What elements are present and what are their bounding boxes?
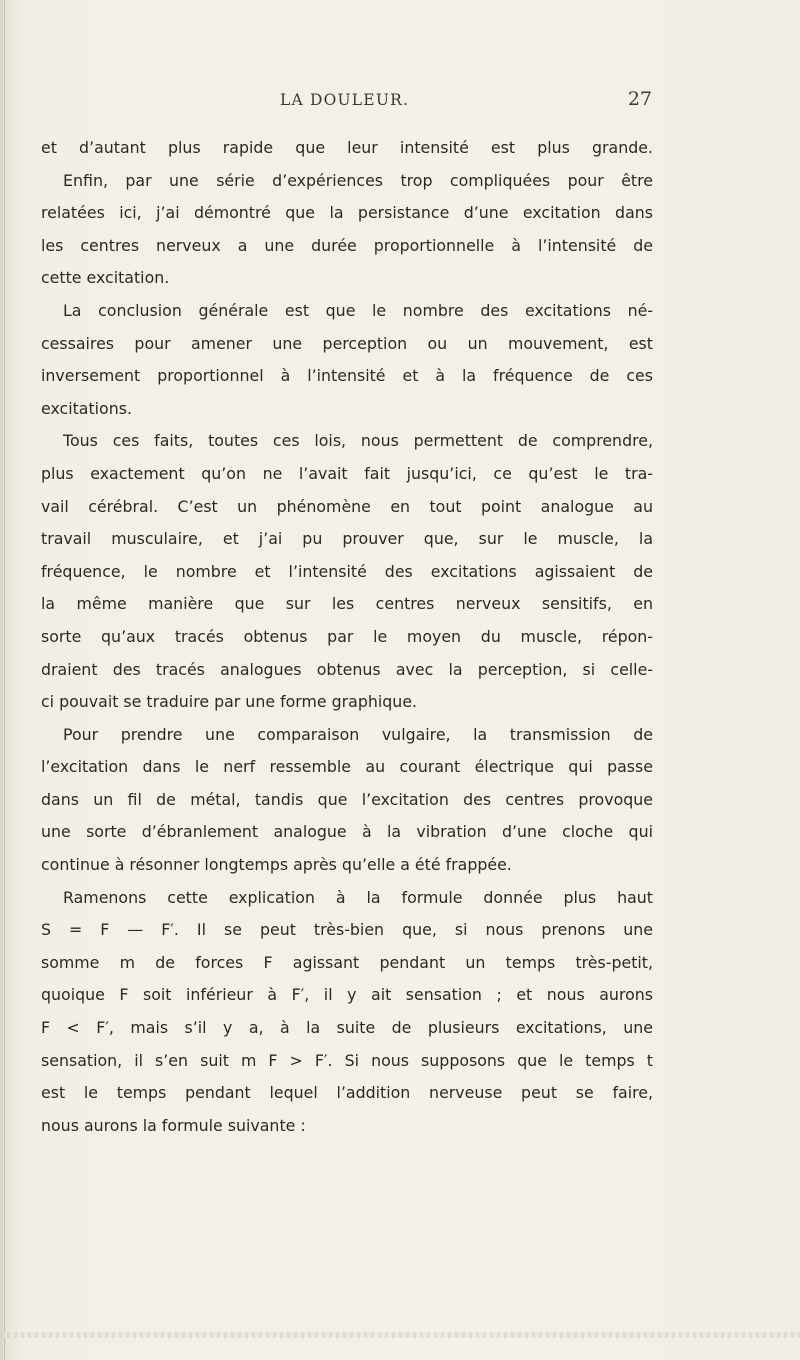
text-line: vail cérébral. C’est un phénomène en tout point analogue au [41,496,653,516]
text-line: Enfin, par une série d’expériences trop compliquées pour être [63,170,653,190]
text-line: fréquence, le nombre et l’intensité des excitations agissaient de [41,561,653,581]
text-line: La conclusion générale est que le nombre des excitations né- [63,300,653,320]
text-line: Ramenons cette explication à la formule donnée plus haut [63,887,653,907]
text-line: travail musculaire, et j’ai pu prouver que, sur le muscle, la [41,529,653,549]
text-line: somme m de forces F agissant pendant un temps très-petit, [41,952,653,972]
text-line: Pour prendre une comparaison vulgaire, la transmission de [63,724,653,744]
text-line: plus exactement qu’on ne l’avait fait jusqu’ici, ce qu’est le tra- [41,463,653,483]
text-line: excitations. [41,398,132,418]
text-line: sorte qu’aux tracés obtenus par le moyen du muscle, répon- [41,626,653,646]
text-line: cette excitation. [41,268,170,288]
page-number: 27 [627,88,652,110]
text-line: une sorte d’ébranlement analogue à la vibration d’une cloche qui [41,822,653,842]
body-text [41,132,653,1142]
page-header [30,88,650,114]
running-title: LA DOULEUR. [280,91,410,109]
page-bottom-edge [0,1332,800,1338]
text-line: inversement proportionnel à l’intensité et à la fréquence de ces [41,366,653,386]
text-line: ci pouvait se traduire par une forme graphique. [41,692,418,712]
text-line: quoique F soit inférieur à F′, il y ait sensation ; et nous aurons [41,985,653,1005]
text-line: continue à résonner longtemps après qu’elle a été frappée. [41,855,512,875]
text-line: nous aurons la formule suivante : [41,1115,306,1135]
text-line: sensation, il s’en suit m F > F′. Si nous supposons que le temps t [41,1050,653,1070]
text-line: cessaires pour amener une perception ou un mouvement, est [41,333,653,353]
text-line: relatées ici, j’ai démontré que la persistance d’une excitation dans [41,203,653,223]
text-line: est le temps pendant lequel l’addition nerveuse peut se faire, [41,1083,653,1103]
text-line: la même manière que sur les centres nerveux sensitifs, en [41,594,653,614]
text-line: F < F′, mais s’il y a, à la suite de plusieurs excitations, une [41,1018,653,1038]
text-line: et d’autant plus rapide que leur intensité est plus grande. [41,138,653,157]
text-line: draient des tracés analogues obtenus avec la perception, si celle- [41,659,653,679]
page-gutter [4,0,5,1360]
text-line: S = F — F′. Il se peut très-bien que, si nous prenons une [41,920,653,940]
text-line: les centres nerveux a une durée proportionnelle à l’intensité de [41,235,653,255]
text-line: l’excitation dans le nerf ressemble au courant électrique qui passe [41,757,653,777]
text-line: dans un fil de métal, tandis que l’excitation des centres provoque [41,789,653,809]
text-line: Tous ces faits, toutes ces lois, nous permettent de comprendre, [63,431,653,451]
